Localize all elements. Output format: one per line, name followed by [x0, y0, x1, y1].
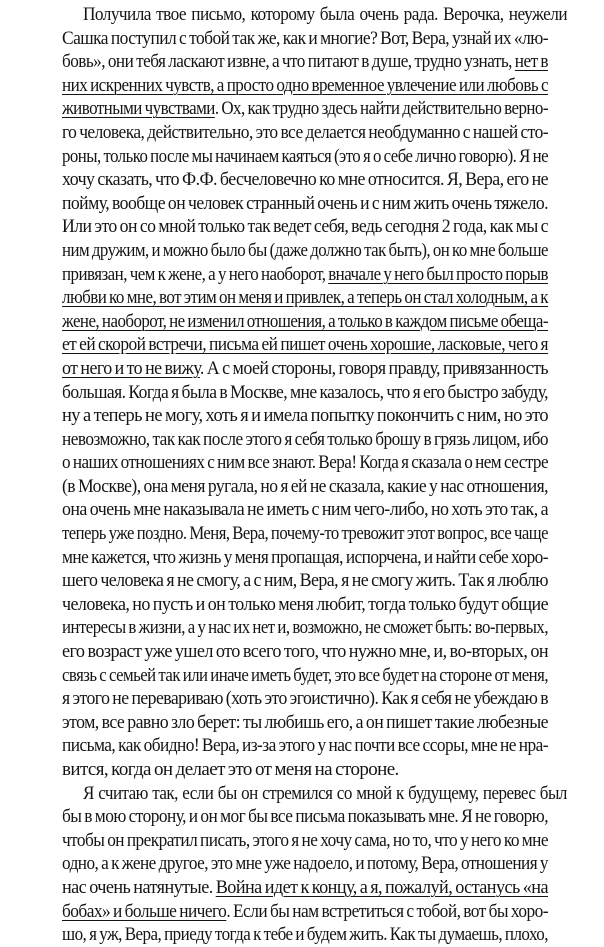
text-segment: о наших отношениях с ним все знают. Вера! Когда я сказала о нем сестре — [62, 452, 548, 474]
text-line — [62, 664, 548, 688]
text-line — [62, 876, 548, 900]
text-segment: (в Москве), она меня ругала, но я ей не сказала, какие у нас отношения, — [62, 475, 548, 497]
text-segment: Получила твое письмо, которому была очень рада. Верочка, неужели — [82, 4, 568, 25]
text-line — [62, 121, 548, 145]
text-segment: я этого не перевариваю (хоть это эгоистично). Как я себя не убеждаю в — [62, 688, 548, 710]
text-line — [62, 829, 548, 853]
text-segment: Сашка поступил с тобой так же, как и многие? Вот, Вера, узнай их «лю- — [62, 27, 548, 49]
underlined-text: животными чувствами — [62, 98, 215, 120]
text-line — [62, 263, 548, 287]
text-segment: Или это он со мной только так ведет себя, ведь сегодня 2 года, как мы с — [62, 216, 548, 238]
text-line — [62, 239, 548, 263]
underlined-text: бобах» и больше ничего — [62, 900, 227, 922]
text-line — [62, 569, 548, 593]
text-segment: его возраст уже ушел ото всего того, что нужно мне, и, во-вторых, он — [62, 641, 548, 663]
text-line — [62, 593, 548, 617]
text-line — [62, 451, 548, 475]
text-segment: письма, как обидно! Вера, из-за этого у нас почти все ссоры, мне не нра- — [62, 735, 548, 757]
text-segment: Я считаю так, если бы он стремился со мной к будущему, перевес был — [82, 782, 567, 804]
text-segment: ним дружим, и можно было бы (даже должно так быть), он ко мне больше — [62, 239, 548, 261]
text-segment: большая. Когда я была в Москве, мне казалось, что я его быстро забуду, — [62, 381, 548, 403]
underlined-text: вначале у него был просто порыв — [328, 263, 548, 285]
text-segment: бы в мою сторону, и он мог бы все письма показывать мне. Я не говорю, — [62, 806, 548, 828]
text-line — [62, 97, 548, 121]
text-segment: шо, я уж, Вера, приеду тогда к тебе и будем жить. Как ты думаешь, плохо, — [62, 924, 548, 946]
text-segment: . Если бы нам встретиться с тобой, вот бы хоро- — [226, 900, 548, 922]
text-segment: нас очень натянутые. — [62, 876, 216, 898]
text-line — [62, 923, 548, 947]
underlined-text: Война идет к концу, а я, пожалуй, останусь «на — [215, 876, 548, 898]
text-segment: мне кажется, что жизнь у меня пропащая, испорчена, и найти себе хоро- — [62, 546, 548, 568]
text-segment: этом, все равно зло берет: ты любишь его, а он пишет такие любезные — [62, 711, 548, 733]
text-line — [62, 192, 548, 216]
text-line — [62, 310, 548, 334]
text-line — [62, 852, 548, 876]
text-line — [62, 616, 548, 640]
text-line — [62, 27, 548, 51]
text-line — [62, 381, 548, 405]
text-segment: она очень мне наказывала не иметь с ним чего-либо, но хоть это так, а — [62, 499, 548, 521]
text-line — [62, 900, 548, 924]
text-line — [62, 145, 548, 169]
text-line — [62, 805, 548, 829]
underlined-text: любви ко мне, вот этим он меня и привлек, а теперь он стал холодным, а к — [62, 287, 548, 309]
underlined-text: ет ей скорой встречи, письма ей пишет очень хорошие, ласковые, чего я — [62, 334, 548, 356]
text-line — [62, 475, 548, 499]
text-segment: одно, а к жене другое, это мне уже надоело, и потому, Вера, отношения у — [62, 853, 548, 875]
text-segment: привязан, чем к жене, а у него наоборот, — [62, 263, 329, 285]
text-segment: человека, но пусть и он только меня любит, тогда только будут общие — [62, 593, 548, 615]
text-segment: роны, только после мы начинаем каяться (это я о себе лично говорю). Я не — [62, 145, 548, 167]
text-line — [62, 404, 548, 428]
text-line — [62, 546, 548, 570]
text-line — [62, 711, 548, 735]
text-segment: го человека, действительно, это все делается необдуманно с нашей сто- — [62, 121, 548, 143]
text-segment: . А с моей стороны, говоря правду, привязанность — [199, 357, 548, 379]
text-line — [62, 3, 567, 27]
text-line — [62, 50, 548, 74]
text-line — [62, 428, 548, 452]
text-segment: вится, когда он делает это от меня на стороне. — [62, 759, 399, 780]
underlined-text: них искренних чувств, а просто одно временное увлечение или любовь с — [62, 74, 548, 96]
text-segment: связь с семьей так или иначе иметь будет, это все будет на стороне от меня, — [62, 664, 548, 686]
document-page — [62, 3, 568, 947]
underlined-text: жене, наоборот, не изменил отношения, а только в каждом письме обеща- — [62, 310, 548, 332]
text-line — [62, 333, 548, 357]
text-segment: теперь уже поздно. Меня, Вера, почему-то тревожит этот вопрос, все чаще — [62, 523, 548, 545]
text-segment: интересы в жизни, а у нас их нет и, возможно, не сможет быть: во-первых, — [62, 617, 548, 639]
text-segment: хочу сказать, что Ф.Ф. бесчеловечно ко мне относится. Я, Вера, его не — [62, 169, 548, 191]
text-segment: пойму, вообще он человек странный очень и с ним жить очень тяжело. — [62, 192, 548, 214]
underlined-text: от него и то не вижу — [62, 357, 200, 379]
text-line — [62, 168, 548, 192]
text-line — [62, 215, 548, 239]
text-segment: шего человека я не смогу, а с ним, Вера, я не смогу жить. Так я люблю — [62, 570, 548, 592]
text-line — [62, 687, 548, 711]
text-segment: чтобы он прекратил писать, этого я не хочу сама, но то, что у него ко мне — [62, 829, 548, 851]
text-line — [62, 522, 548, 546]
text-line — [62, 758, 548, 782]
text-line — [62, 357, 548, 381]
text-segment: . Ох, как трудно здесь найти действительно верно- — [214, 98, 548, 120]
text-line — [62, 640, 548, 664]
text-line — [62, 734, 548, 758]
text-line — [62, 286, 548, 310]
text-segment: бовь», они тебя ласкают извне, а что питают в душе, трудно узнать, — [62, 51, 515, 73]
text-line — [62, 498, 548, 522]
underlined-text: нет в — [514, 51, 548, 73]
text-line — [62, 74, 548, 98]
text-segment: ну а теперь не могу, хоть я и имела попытку покончить с ним, но это — [62, 405, 548, 427]
text-line — [62, 782, 567, 806]
text-segment: невозможно, так как после этого я себя только брошу в грязь лицом, ибо — [62, 428, 548, 450]
